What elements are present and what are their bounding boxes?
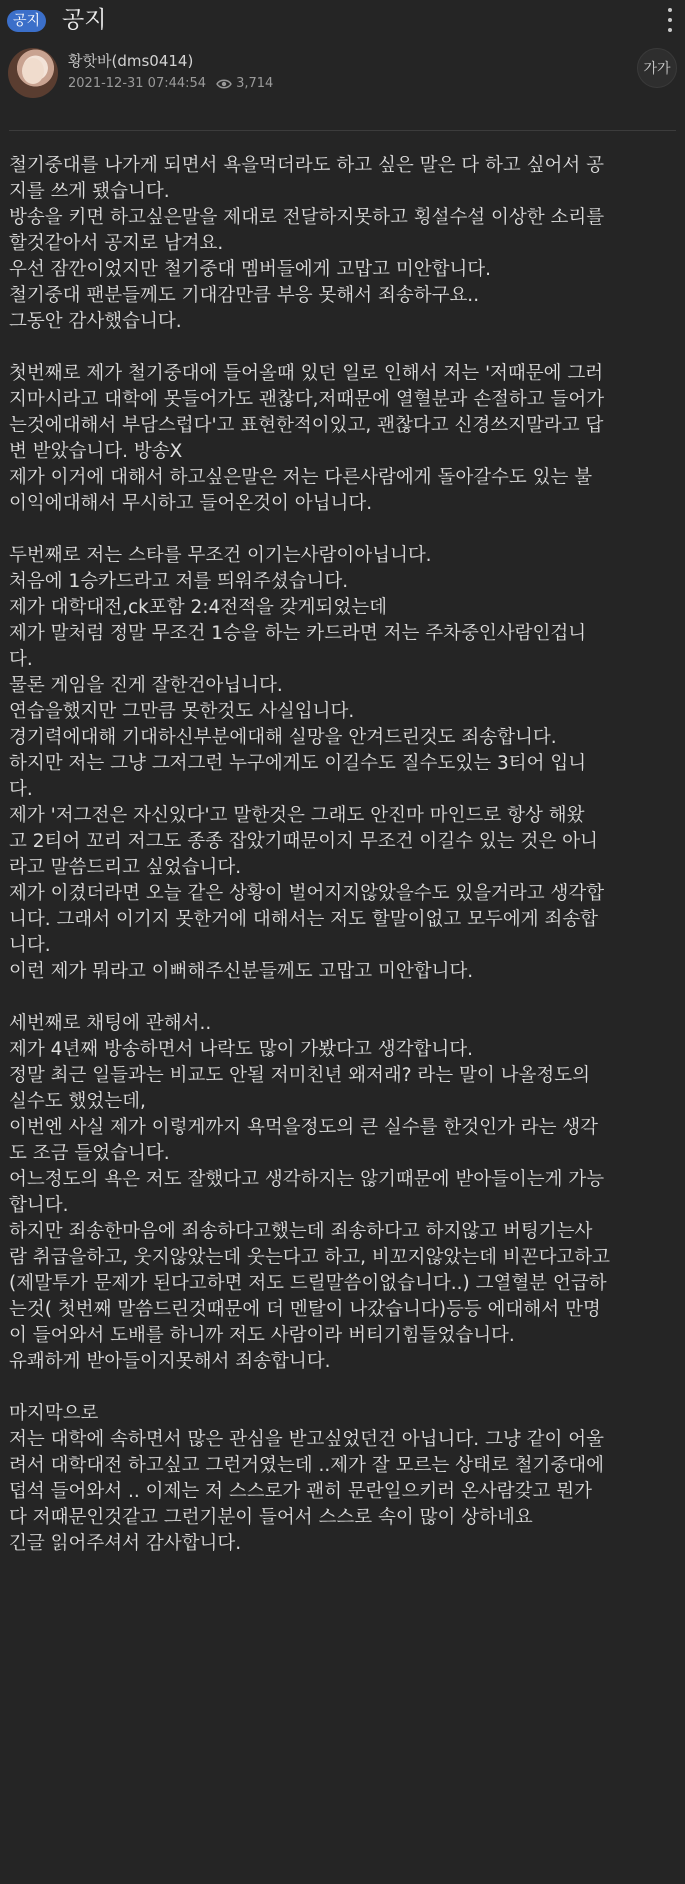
text-line: 제가 이겼더라면 오늘 같은 상황이 벌어지지않았을수도 있을거라고 생각합 <box>9 883 605 904</box>
text-line: 합니다. <box>9 1195 69 1216</box>
text-line: 니다. <box>9 935 51 956</box>
text-line: 지마시라고 대학에 못들어가도 괜찮다,저때문에 열혈분과 손절하고 들어가 <box>9 389 605 410</box>
text-line: 세번째로 채팅에 관해서.. <box>9 1013 212 1034</box>
text-line: 라고 말씀드리고 싶었습니다. <box>9 857 242 878</box>
text-line: 람 취급을하고, 웃지않았는데 웃는다고 하고, 비꼬지않았는데 비꼰다고하고 <box>9 1247 611 1268</box>
text-line: 덥석 들어와서 .. 이제는 저 스스로가 괜히 문란일으키러 온사람갖고 뭔가 <box>9 1481 592 1502</box>
text-line: 는것( 첫번째 말씀드린것때문에 더 멘탈이 나갔습니다)등등 에대해서 만명 <box>9 1299 601 1320</box>
text-line: 처음에 1승카드라고 저를 띄워주셨습니다. <box>9 571 349 592</box>
text-line: 는것에대해서 부담스럽다'고 표현한적이있고, 괜찮다고 신경쓰지말라고 답 <box>9 415 604 436</box>
text-line: 마지막으로 <box>9 1403 99 1424</box>
paragraph <box>9 1011 676 1375</box>
eye-icon <box>216 78 232 90</box>
text-line: 이런 제가 뭐라고 이뻐해주신분들께도 고맙고 미안합니다. <box>9 961 474 982</box>
notice-badge: 공지 <box>7 10 46 32</box>
text-line: 려서 대학대전 하고싶고 그런거였는데 ..제가 잘 모르는 상태로 철기중대에 <box>9 1455 604 1476</box>
text-line: 정말 최근 일들과는 비교도 안될 저미친년 왜저래? 라는 말이 나올정도의 <box>9 1065 591 1086</box>
text-line: 저는 대학에 속하면서 많은 관심을 받고싶었던건 아닙니다. 그냥 같이 어울 <box>9 1429 604 1450</box>
text-line: 그동안 감사했습니다. <box>9 311 182 332</box>
text-line: 유쾌하게 받아들이지못해서 죄송합니다. <box>9 1351 331 1372</box>
post-datetime: 2021-12-31 07:44:54 <box>68 76 207 91</box>
avatar-icon[interactable] <box>8 48 58 98</box>
text-line: 도 조금 들었습니다. <box>9 1143 170 1164</box>
view-count <box>216 76 273 91</box>
text-line: 우선 잠깐이었지만 철기중대 멤버들에게 고맙고 미안합니다. <box>9 259 492 280</box>
text-line: 경기력에대해 기대하신부분에대해 실망을 안겨드린것도 죄송합니다. <box>9 727 557 748</box>
text-line: 첫번째로 제가 철기중대에 들어올때 있던 일로 인해서 저는 '저때문에 그러 <box>9 363 604 384</box>
text-line: 제가 '저그전은 자신있다'고 말한것은 그래도 안진마 마인드로 항상 해왔 <box>9 805 585 826</box>
paragraph <box>9 361 676 517</box>
paragraph <box>9 1401 676 1557</box>
text-line: 다. <box>9 649 33 670</box>
text-line: 연습을했지만 그만큼 못한것도 사실입니다. <box>9 701 355 722</box>
text-line: 다 저때문인것같고 그런기분이 들어서 스스로 속이 많이 상하네요 <box>9 1507 533 1528</box>
text-line: (제말투가 문제가 된다고하면 저도 드릴말씀이없습니다..) 그열혈분 언급하 <box>9 1273 607 1294</box>
post-title: 공지 <box>62 7 107 33</box>
view-count-value: 3,714 <box>236 76 274 91</box>
text-line: 니다. 그래서 이기지 못한거에 대해서는 저도 할말이없고 모두에게 죄송합 <box>9 909 599 930</box>
post-header <box>0 0 685 44</box>
more-options-icon[interactable] <box>665 8 675 32</box>
text-line: 하지만 죄송한마음에 죄송하다고했는데 죄송하다고 하지않고 버팅기는사 <box>9 1221 593 1242</box>
author-info <box>0 44 685 130</box>
text-line: 지를 쓰게 됐습니다. <box>9 181 170 202</box>
text-line: 철기중대를 나가게 되면서 욕을먹더라도 하고 싶은 말은 다 하고 싶어서 공 <box>9 155 604 176</box>
font-size-button[interactable]: 가가 <box>637 48 677 88</box>
text-line: 두번째로 저는 스타를 무조건 이기는사람이아닙니다. <box>9 545 432 566</box>
text-line: 철기중대 팬분들께도 기대감만큼 부응 못해서 죄송하구요.. <box>9 285 480 306</box>
text-line: 방송을 키면 하고싶은말을 제대로 전달하지못하고 횡설수설 이상한 소리를 <box>9 207 605 228</box>
text-line: 이번엔 사실 제가 이렇게까지 욕먹을정도의 큰 실수를 한것인가 라는 생각 <box>9 1117 599 1138</box>
post-meta <box>68 76 273 91</box>
text-line: 이 들어와서 도배를 하니까 저도 사람이라 버티기힘들었습니다. <box>9 1325 515 1346</box>
paragraph <box>9 153 676 335</box>
text-line: 하지만 저는 그냥 그저그런 누구에게도 이길수도 질수도있는 3티어 입니 <box>9 753 587 774</box>
text-line: 다. <box>9 779 33 800</box>
text-line: 어느정도의 욕은 저도 잘했다고 생각하지는 않기때문에 받아들이는게 가능 <box>9 1169 605 1190</box>
author-nickname[interactable]: 황핫바(dms0414) <box>68 52 194 70</box>
text-line: 고 2티어 꼬리 저그도 종종 잡았기때문이지 무조건 이길수 있는 것은 아니 <box>9 831 598 852</box>
text-line: 제가 4년째 방송하면서 나락도 많이 가봤다고 생각합니다. <box>9 1039 473 1060</box>
text-line: 긴글 읽어주셔서 감사합니다. <box>9 1533 242 1554</box>
text-line: 실수도 했었는데, <box>9 1091 146 1112</box>
text-line: 제가 이거에 대해서 하고싶은말은 저는 다른사람에게 돌아갈수도 있는 불 <box>9 467 593 488</box>
text-line: 변 받았습니다. 방송X <box>9 441 183 462</box>
paragraph <box>9 543 676 985</box>
post-body <box>0 131 685 1557</box>
text-line: 할것같아서 공지로 남겨요. <box>9 233 224 254</box>
text-line: 제가 말처럼 정말 무조건 1승을 하는 카드라면 저는 주차중인사람인겁니 <box>9 623 587 644</box>
text-line: 이익에대해서 무시하고 들어온것이 아닙니다. <box>9 493 373 514</box>
text-line: 제가 대학대전,ck포함 2:4전적을 갖게되었는데 <box>9 597 387 618</box>
text-line: 물론 게임을 진게 잘한건아닙니다. <box>9 675 283 696</box>
